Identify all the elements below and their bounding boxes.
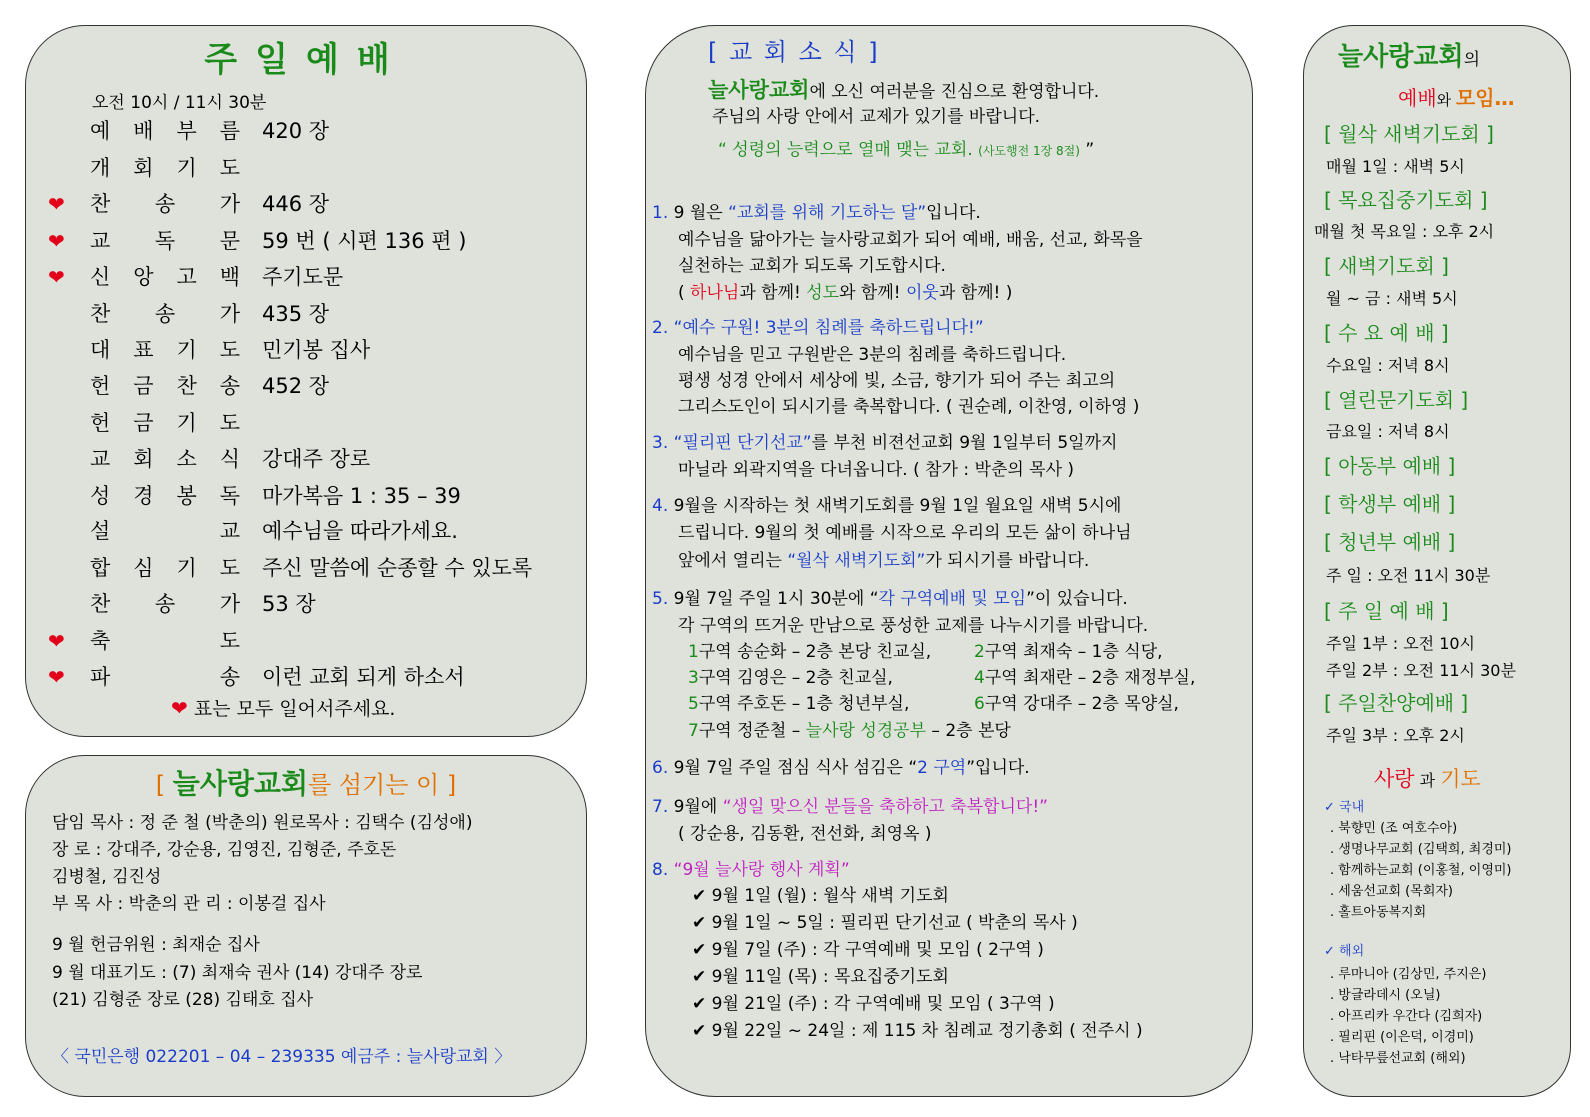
servants-title-bracket: [ [155,771,173,799]
group-text: – 2층 본당 [926,721,1011,741]
schedule-sub-word: 와 [1436,91,1456,109]
news-item-1 [652,198,981,223]
schedule-time: 월 ~ 금 : 새벽 5시 [1326,289,1458,308]
group-item [974,689,1179,714]
group-number: 4 [974,668,985,688]
worship-order-row [48,662,465,692]
worship-title: 주일예배 [204,40,408,80]
standing-note-text: 표는 모두 일어서주세요. [193,698,396,720]
group-item [974,637,1163,662]
prayer-item: . 필리핀 (이은덕, 이경미) [1330,1030,1474,1045]
worship-order-label: 헌 금 기 도 [90,411,240,435]
schedule-heading: [ 수 요 예 배 ] [1324,321,1449,345]
news-text: 와 함께! [839,283,906,303]
news-highlight: 이웃 [905,283,939,303]
schedule-heading: [ 열린문기도회 ] [1324,388,1469,412]
worship-order-row [48,262,344,292]
servants-line: 장 로 : 강대주, 강순용, 김영진, 김형준, 주호돈 [52,840,397,860]
servants-line: 부 목 사 : 박춘의 관 리 : 이봉걸 집사 [52,894,326,914]
schedule-sub-word: 예배 [1398,86,1437,110]
standing-note [171,694,395,721]
schedule-panel [1303,25,1571,1097]
event-item: ✔ 9월 11일 (목) : 목요집중기도회 [692,967,949,987]
item-number: 6. [652,758,669,778]
group-item [974,663,1195,688]
item-number: 1. [652,203,669,223]
worship-order-value: 주신 말씀에 순종할 수 있도록 [262,556,533,580]
schedule-heading: [ 학생부 예배 ] [1324,492,1456,516]
group-number: 6 [974,694,985,714]
prayer-item: . 생명나무교회 (김택희, 최경미) [1330,842,1512,857]
news-item-7 [652,792,1048,817]
worship-order-row [90,371,329,401]
group-item [688,716,1011,741]
prayer-heading [1374,763,1481,793]
worship-order-row [90,408,262,438]
item-number: 4. [652,496,669,516]
worship-order-label: 개 회 기 도 [90,156,240,180]
item-number: 5. [652,589,669,609]
news-highlight: “월삭 새벽기도회” [787,551,926,571]
news-highlight: “예수 구원! 3분의 침례를 축하드립니다!” [673,318,984,338]
worship-order-label: 축 도 [90,629,240,653]
schedule-time: 매월 1일 : 새벽 5시 [1326,157,1465,176]
item-number: 2. [652,318,669,338]
worship-order-label: 찬 송 가 [90,592,240,616]
worship-order-row [90,553,532,583]
news-line: 평생 성경 안에서 세상에 빛, 소금, 향기가 되어 주는 최고의 [678,371,1116,391]
news-text: 9월 7일 주일 점심 식사 섬김은 “ [673,758,918,778]
prayer-word: 기도 [1440,767,1481,791]
news-highlight: 하나님 [690,283,740,303]
news-item-4 [652,491,1121,516]
news-item-6 [652,753,1030,778]
prayer-item: . 북향민 (조 여호수아) [1330,821,1458,836]
worship-order-value: 마가복음 1 : 35 – 39 [262,484,461,508]
worship-order-label: 예 배 부 름 [90,119,240,143]
prayer-item: . 함께하는교회 (이홍철, 이영미) [1330,863,1512,878]
schedule-time: 주일 3부 : 오후 2시 [1326,726,1465,745]
worship-order-label: 헌 금 찬 송 [90,374,240,398]
group-item [688,637,931,662]
group-text: 구역 김영은 – 2층 친교실, [698,668,893,688]
news-item-2 [652,313,984,338]
worship-order-label: 교 독 문 [90,229,240,253]
worship-order-row [90,116,329,146]
group-number: 3 [688,668,699,688]
item-number: 7. [652,797,669,817]
group-number: 1 [688,642,699,662]
news-highlight: “필리핀 단기선교” [673,433,812,453]
news-text: ”입니다. [966,758,1030,778]
news-line: 각 구역의 뜨거운 만남으로 풍성한 교제를 나누시기를 바랍니다. [678,616,1149,636]
news-text: 과 함께! ) [938,283,1013,303]
group-number: 5 [688,694,699,714]
news-text: ( [678,283,691,303]
news-item-8 [652,855,850,880]
worship-time: 오전 10시 / 11시 30분 [92,93,267,113]
heart-icon: ❤ [48,265,65,289]
group-text: 구역 정준철 – [698,721,806,741]
group-text: 구역 최재숙 – 1층 식당, [984,642,1163,662]
worship-order-row [90,153,262,183]
schedule-heading: [ 주 일 예 배 ] [1324,599,1449,623]
schedule-time: 주 일 : 오전 11시 30분 [1326,566,1491,585]
worship-order-value: 민기봉 집사 [262,338,371,362]
worship-order-row [48,226,467,256]
prayer-item: . 아프리카 우간다 (김희자) [1330,1009,1483,1024]
heart-icon: ❤ [171,696,188,720]
news-text: 가 되시기를 바랍니다. [925,551,1090,571]
servants-line: (21) 김형준 장로 (28) 김태호 집사 [52,990,314,1010]
news-highlight: “생일 맞으신 분들을 축하하고 축복합니다!” [722,797,1048,817]
motto-quote: ” [1085,140,1095,160]
group-item [688,663,893,688]
news-highlight: “9월 늘사랑 행사 계획” [673,860,850,880]
worship-order-label: 성 경 봉 독 [90,484,240,508]
news-text: 9 월은 [673,203,729,223]
news-text: 앞에서 열리는 [678,551,788,571]
item-number: 8. [652,860,669,880]
worship-order-row [48,626,262,656]
motto [718,135,1094,160]
group-number: 7 [688,721,699,741]
news-line: 마닐라 외곽지역을 다녀옵니다. ( 참가 : 박춘의 목사 ) [678,460,1075,480]
servants-line: 9 월 헌금위원 : 최재순 집사 [52,935,260,955]
group-text: 구역 송순화 – 2층 본당 친교실, [698,642,932,662]
welcome-line-2: 주님의 사랑 안에서 교제가 있기를 바랍니다. [712,107,1041,127]
servants-line: 담임 목사 : 정 준 철 (박춘의) 원로목사 : 김택수 (김성애) [52,813,473,833]
news-text: 9월을 시작하는 첫 새벽기도회를 9월 1일 월요일 새벽 5시에 [673,496,1122,516]
news-highlight: “교회를 위해 기도하는 달” [728,203,927,223]
servants-title-rest: 를 섬기는 이 ] [308,771,457,799]
schedule-sub-word: 모임… [1455,86,1515,110]
welcome-text: 에 오신 여러분을 진심으로 환영합니다. [809,82,1100,102]
schedule-heading: [ 아동부 예배 ] [1324,454,1456,478]
prayer-item: . 방글라데시 (오닐) [1330,988,1441,1003]
news-line: 그리스도인이 되시기를 축복합니다. ( 권순례, 이찬영, 이하영 ) [678,397,1140,417]
prayer-word: 사랑 [1374,767,1415,791]
news-line [678,278,1012,303]
church-news-panel [645,25,1253,1097]
news-line: 예수님을 닮아가는 늘사랑교회가 되어 예배, 배움, 선교, 화목을 [678,230,1143,250]
worship-order-row [90,444,370,474]
news-title: [ 교 회 소 식 ] [708,38,880,66]
schedule-heading: [ 목요집중기도회 ] [1324,188,1488,212]
worship-order-label: 대 표 기 도 [90,338,240,362]
worship-order-value: 53 장 [262,592,316,616]
news-text: 입니다. [926,203,981,223]
worship-order-row [90,335,370,365]
worship-order-label: 교 회 소 식 [90,447,240,471]
group-text: 구역 주호돈 – 1층 청년부실, [698,694,910,714]
motto-ref: (사도행전 1장 8절) [978,144,1080,158]
welcome-church: 늘사랑교회 [708,78,810,102]
worship-order-label: 신 앙 고 백 [90,265,240,289]
worship-order-value: 예수님을 따라가세요. [262,519,458,543]
news-line: ( 강순용, 김동환, 전선화, 최영옥 ) [678,824,932,844]
worship-order-row [90,299,329,329]
worship-order-value: 주기도문 [262,265,344,289]
news-text: ”이 있습니다. [1026,589,1128,609]
motto-text: 성령의 능력으로 열매 맺는 교회. [732,140,973,160]
schedule-suffix: 의 [1463,50,1481,70]
news-line [678,546,1089,571]
worship-order-row [48,189,330,219]
servants-title [26,762,586,802]
news-text: 9월 7일 주일 1시 30분에 “ [673,589,879,609]
news-highlight: 늘사랑 성경공부 [805,721,927,741]
schedule-title [1338,36,1480,73]
event-item: ✔ 9월 1일 (월) : 월삭 새벽 기도회 [692,886,949,906]
servants-panel [25,755,587,1097]
welcome-line [708,74,1099,104]
worship-order-label: 찬 송 가 [90,192,240,216]
schedule-heading: [ 청년부 예배 ] [1324,530,1456,554]
event-item: ✔ 9월 1일 ~ 5일 : 필리핀 단기선교 ( 박춘의 목사 ) [692,913,1078,933]
prayer-item: . 낙타무릎선교회 (해외) [1330,1051,1466,1066]
worship-order-row [90,516,458,546]
item-number: 3. [652,433,669,453]
news-highlight: 2 구역 [917,758,967,778]
worship-order-row [90,589,316,619]
schedule-time: 주일 1부 : 오전 10시 [1326,634,1476,653]
schedule-time: 수요일 : 저녁 8시 [1326,356,1450,375]
heart-icon: ❤ [48,629,65,653]
group-number: 2 [974,642,985,662]
domestic-label: ✓ 국내 [1324,800,1365,815]
prayer-item: . 세움선교회 (목회자) [1330,884,1454,899]
prayer-item: . 루마니아 (김상민, 주지은) [1330,967,1487,982]
schedule-subtitle [1398,82,1515,111]
worship-order-value: 강대주 장로 [262,447,371,471]
worship-order-value: 452 장 [262,374,330,398]
news-item-5 [652,584,1128,609]
news-highlight: 각 구역예배 및 모임 [878,589,1027,609]
group-text: 구역 최재란 – 2층 재정부실, [984,668,1196,688]
worship-order-value: 446 장 [262,192,330,216]
servants-title-church: 늘사랑교회 [172,767,309,800]
worship-order-value: 435 장 [262,302,330,326]
worship-order-value: 이런 교회 되게 하소서 [262,665,465,689]
news-text: 9월에 [673,797,723,817]
prayer-word: 과 [1414,771,1441,790]
news-item-3 [652,428,1117,453]
schedule-time: 주일 2부 : 오전 11시 30분 [1326,661,1516,680]
overseas-label: ✓ 해외 [1324,944,1365,959]
worship-order-label: 설 교 [90,519,240,543]
news-text: 과 함께! [739,283,807,303]
event-item: ✔ 9월 21일 (주) : 각 구역예배 및 모임 ( 3구역 ) [692,994,1055,1014]
schedule-heading: [ 월삭 새벽기도회 ] [1324,122,1494,146]
heart-icon: ❤ [48,229,65,253]
worship-order-label: 합 심 기 도 [90,556,240,580]
worship-order-label: 찬 송 가 [90,302,240,326]
worship-order-value: 59 번 ( 시편 136 편 ) [262,229,467,253]
schedule-church: 늘사랑교회 [1338,42,1464,72]
news-line: 실천하는 교회가 되도록 기도합시다. [678,256,946,276]
group-item [688,689,909,714]
worship-order-label: 파 송 [90,665,240,689]
worship-order-value: 420 장 [262,119,330,143]
news-line: 드립니다. 9월의 첫 예배를 시작으로 우리의 모든 삶이 하나님 [678,523,1132,543]
schedule-heading: [ 새벽기도회 ] [1324,254,1449,278]
bank-account: 〈 국민은행 022201 – 04 – 239335 예금주 : 늘사랑교회 〉 [52,1047,512,1067]
news-highlight: 성도 [806,283,840,303]
schedule-time: 매월 첫 목요일 : 오후 2시 [1314,222,1495,241]
prayer-item: . 홀트아동복지회 [1330,905,1427,920]
news-line: 예수님을 믿고 구원받은 3분의 침례를 축하드립니다. [678,345,1067,365]
servants-line: 김병철, 김진성 [52,867,162,887]
event-item: ✔ 9월 22일 ~ 24일 : 제 115 차 침례교 정기총회 ( 전주시 ) [692,1021,1143,1041]
worship-order-row [90,481,461,511]
news-text: 를 부천 비젼선교회 9월 1일부터 5일까지 [811,433,1118,453]
heart-icon: ❤ [48,665,65,689]
event-item: ✔ 9월 7일 (주) : 각 구역예배 및 모임 ( 2구역 ) [692,940,1044,960]
worship-order-panel [25,25,587,737]
schedule-time: 금요일 : 저녁 8시 [1326,422,1450,441]
motto-quote: “ [718,140,727,160]
schedule-heading: [ 주일찬양예배 ] [1324,691,1469,715]
group-text: 구역 강대주 – 2층 목양실, [984,694,1179,714]
heart-icon: ❤ [48,192,65,216]
servants-line: 9 월 대표기도 : (7) 최재숙 권사 (14) 강대주 장로 [52,963,423,983]
